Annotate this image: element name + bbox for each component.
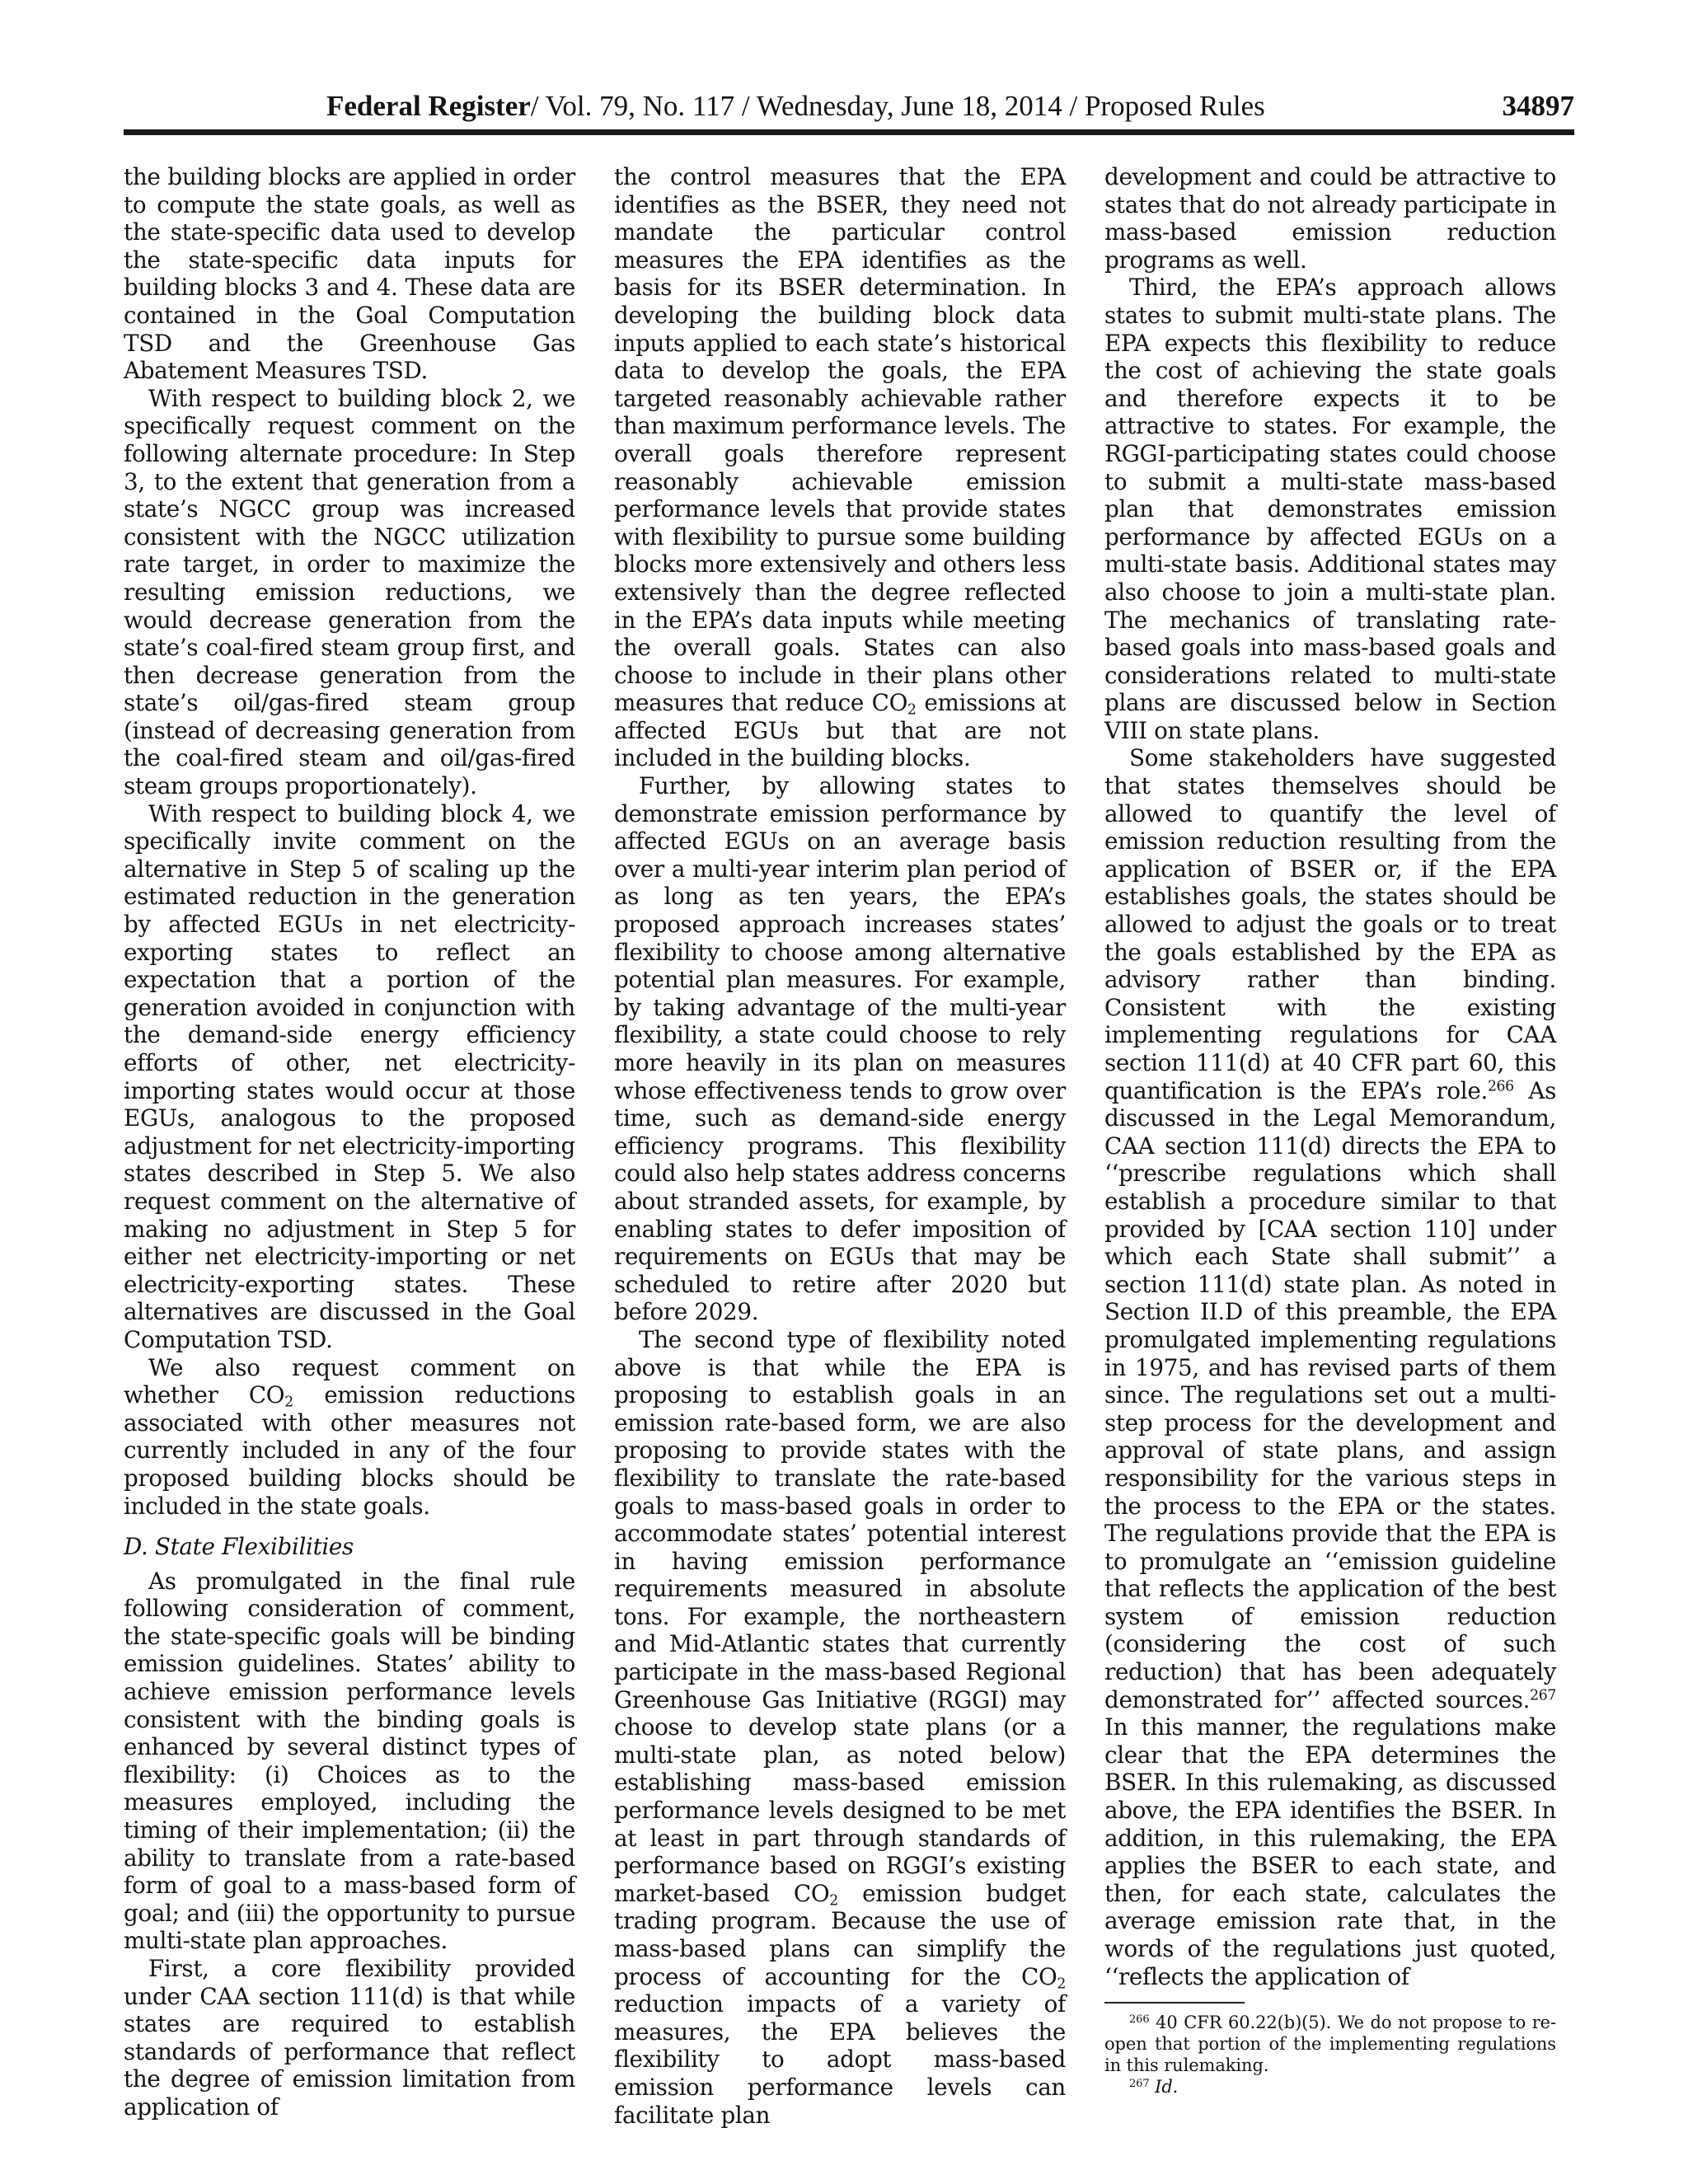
page-number: 34897 bbox=[1502, 90, 1574, 122]
paragraph bbox=[614, 1326, 1066, 2129]
column-1 bbox=[124, 163, 575, 2121]
paragraph: With respect to building block 2, we specifically request comment on the following alternate procedure: In Step 3, to the extent that generation from a state’s NGCC group was increased consistent with the NGCC utilization rate target, in order to maximize the resulting emission reductions, we would decrease generation from the state’s coal-fired steam group first, and then decrease generation from the state’s oil/gas-fired steam group (instead of decreasing generation from the coal-fired steam and oil/gas-fired steam groups proportionately). bbox=[124, 384, 575, 800]
text-run: In this manner, the regulations make clear that the EPA determines the BSER. In this rulemaking, as discussed above, the EPA identifies the BSER. In addition, in this rulemaking, the EPA applies the BSER to each state, and then, for each state, calculates the average emission rate that, in the words of the regulations just quoted, ‘‘reflects the application of bbox=[1104, 1713, 1556, 1990]
subscript: 2 bbox=[829, 1892, 838, 1910]
footnote-text: 40 CFR 60.22(b)(5). We do not propose to re-open that portion of the implementing regulations in this rulemaking. bbox=[1104, 2013, 1556, 2076]
footnote bbox=[1104, 2076, 1556, 2097]
subscript: 2 bbox=[284, 1394, 293, 1411]
text-run: Some stakeholders have suggested that states themselves should be allowed to quantify the level of emission reduction resulting from the application of BSER or, if the EPA establishes goals, the states should be allowed to adjust the goals or to treat the goals established by the EPA as advisory rather than binding. Consistent with the existing implementing regulations for CAA section 111(d) at 40 CFR part 60, this quantification is the EPA’s role. bbox=[1104, 744, 1556, 1104]
text-run: reduction impacts of a variety of measures, the EPA believes the flexibility to adopt mass-based emission performance levels can facilitate plan bbox=[614, 1990, 1066, 2129]
paragraph: As promulgated in the final rule following consideration of comment, the state-specific goals will be binding emission guidelines. States’ ability to achieve emission performance levels consistent with the binding goals is enhanced by several distinct types of flexibility: (i) Choices as to the measures employed, including the timing of their implementation; (ii) the ability to translate from a rate-based form of goal to a mass-based form of goal; and (iii) the opportunity to pursue multi-state plan approaches. bbox=[124, 1567, 575, 1955]
text-run: We also request comment on whether CO bbox=[124, 1353, 575, 1409]
column-3 bbox=[1104, 163, 1556, 2097]
text-run: the control measures that the EPA identifies as the BSER, they need not mandate the particular control measures the EPA identifies as the basis for its BSER determination. In developing the building block data inputs applied to each state’s historical data to develop the goals, the EPA targeted reasonably achievable rather than maximum performance levels. The overall goals therefore represent reasonably achievable emission performance levels that provide states with flexibility to pursue some building blocks more extensively and others less extensively than the degree reflected in the EPA’s data inputs while meeting the overall goals. States can also choose to include in their plans other measures that reduce CO bbox=[614, 163, 1066, 717]
text-run: emission budget trading program. Because the use of mass-based plans can simplify the process of accounting for the CO bbox=[614, 1879, 1066, 1990]
issue-info: / Vol. 79, No. 117 / Wednesday, June 18, 2014 / Proposed Rules bbox=[530, 90, 1265, 122]
text-run: The second type of flexibility noted above is that while the EPA is proposing to establish goals in an emission rate-based form, we are also proposing to provide states with the flexibility to translate the rate-based goals to mass-based goals in order to accommodate states’ potential interest in having emission performance requirements measured in absolute tons. For example, the northeastern and Mid-Atlantic states that currently participate in the mass-based Regional Greenhouse Gas Initiative (RGGI) may choose to develop state plans (or a multi-state plan, as noted below) establishing mass-based emission performance levels designed to be met at least in part through standards of performance based on RGGI’s existing market-based CO bbox=[614, 1325, 1066, 1907]
paragraph bbox=[124, 1354, 575, 1521]
paragraph: Third, the EPA’s approach allows states to submit multi-state plans. The EPA expects this flexibility to reduce the cost of achieving the state goals and therefore expects it to be attractive to states. For example, the RGGI-participating states could choose to submit a multi-state mass-based plan that demonstrates emission performance by affected EGUs on a multi-state basis. Additional states may also choose to join a multi-state plan. The mechanics of translating rate-based goals into mass-based goals and considerations related to multi-state plans are discussed below in Section VIII on state plans. bbox=[1104, 274, 1556, 744]
paragraph: Further, by allowing states to demonstrate emission performance by affected EGUs on an average basis over a multi-year interim plan period of as long as ten years, the EPA’s proposed approach increases states’ flexibility to choose among alternative potential plan measures. For example, by taking advantage of the multi-year flexibility, a state could choose to rely more heavily in its plan on measures whose effectiveness tends to grow over time, such as demand-side energy efficiency programs. This flexibility could also help states address concerns about stranded assets, for example, by enabling states to defer imposition of requirements on EGUs that may be scheduled to retire after 2020 but before 2029. bbox=[614, 772, 1066, 1326]
column-2 bbox=[614, 163, 1066, 2129]
paragraph: development and could be attractive to states that do not already participate in mass-based emission reduction programs as well. bbox=[1104, 163, 1556, 274]
text-run: emissions at affected EGUs but that are not included in the building blocks. bbox=[614, 689, 1066, 772]
text-run: As discussed in the Legal Memorandum, CAA section 111(d) directs the EPA to ‘‘prescribe regulations which shall establish a procedure similar to that provided by [CAA section 110] under which each State shall submit’’ a section 111(d) state plan. As noted in Section II.D of this preamble, the EPA promulgated implementing regulations in 1975, and has revised parts of them since. The regulations set out a multi-step process for the development and approval of state plans, and assign responsibility for the various steps in the process to the EPA or the states. The regulations provide that the EPA is to promulgate an ‘‘emission guideline that reflects the application of the best system of emission reduction (considering the cost of such reduction) that has been adequately demonstrated for’’ affected sources. bbox=[1104, 1076, 1557, 1713]
paragraph: First, a core flexibility provided under CAA section 111(d) is that while states are required to establish standards of performance that reflect the degree of emission limitation from application of bbox=[124, 1955, 575, 2121]
paragraph bbox=[1104, 744, 1556, 1990]
footnote-rule bbox=[1104, 2002, 1245, 2004]
paragraph: With respect to building block 4, we specifically invite comment on the alternative in Step 5 of scaling up the estimated reduction in the generation by affected EGUs in net electricity-exporting states to reflect an expectation that a portion of the generation avoided in conjunction with the demand-side energy efficiency efforts of other, net electricity-importing states would occur at those EGUs, analogous to the proposed adjustment for net electricity-importing states described in Step 5. We also request comment on the alternative of making no adjustment in Step 5 for either net electricity-importing or net electricity-exporting states. These alternatives are discussed in the Goal Computation TSD. bbox=[124, 799, 575, 1353]
paragraph: the building blocks are applied in order to compute the state goals, as well as the state-specific data used to develop the state-specific data inputs for building blocks 3 and 4. These data are contained in the Goal Computation TSD and the Greenhouse Gas Abatement Measures TSD. bbox=[124, 163, 575, 385]
footnote-number: 266 bbox=[1129, 2013, 1150, 2027]
footnote-ref: 266 bbox=[1487, 1078, 1514, 1095]
running-header bbox=[124, 86, 1574, 127]
section-heading: D. State Flexibilities bbox=[124, 1533, 354, 1561]
footnote-number: 267 bbox=[1129, 2078, 1150, 2091]
header-rule bbox=[124, 129, 1574, 135]
journal-name: Federal Register bbox=[326, 90, 531, 122]
subscript: 2 bbox=[907, 701, 917, 719]
text-run: emission reductions associated with other measures not currently included in any of the four proposed building blocks should be included in the state goals. bbox=[124, 1381, 575, 1520]
footnote-text: Id. bbox=[1155, 2077, 1179, 2097]
subscript: 2 bbox=[1057, 1975, 1066, 1992]
paragraph bbox=[614, 163, 1066, 772]
footnote-ref: 267 bbox=[1530, 1687, 1556, 1704]
footnote bbox=[1104, 2012, 1556, 2076]
header-citation bbox=[326, 86, 1265, 127]
